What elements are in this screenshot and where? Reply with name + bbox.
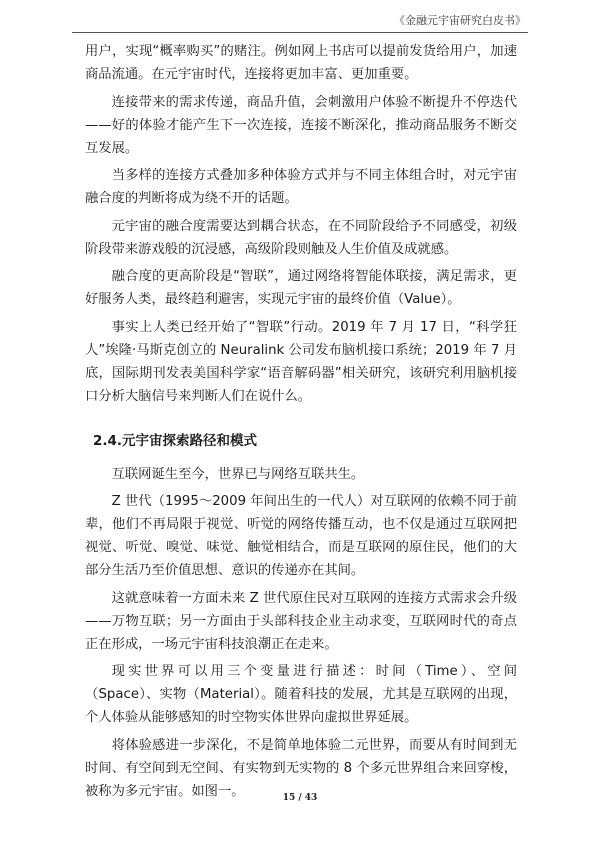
paragraph-continuation: 用户，实现“概率购买”的赌注。例如网上书店可以提前发货给用户，加速商品流通。在元宇宙时代，连接将更加丰富、更加重要。 — [85, 44, 517, 82]
page-content — [85, 40, 517, 807]
paragraph-iot: 这就意味着一方面未来 Z 世代原住民对互联网的连接方式需求会升级——万物互联；另一方面由于头部科技企业主动求变，互联网时代的奇点正在形成，一场元宇宙科技浪潮正在走来。 — [85, 590, 517, 652]
header-divider — [72, 32, 528, 33]
paragraph-internet-birth: 互联网诞生至今，世界已与网络互联共生。 — [111, 466, 365, 482]
section-heading: 2.4.元宇宙探索路径和模式 — [93, 432, 258, 449]
page-number: 15 / 43 — [282, 793, 318, 803]
paragraph-coupling-state: 元宇宙的融合度需要达到耦合状态，在不同阶段给予不同感受，初级阶段带来游戏般的沉浸感，高级阶段则触及人生价值及成就感。 — [85, 218, 517, 257]
paragraph-smart-link: 融合度的更高阶段是“智联”，通过网络将智能体联接，满足需求，更好服务人类，最终趋利避害，实现元宇宙的最终价值（Value）。 — [85, 269, 517, 307]
paragraph-neuralink: 事实上人类已经开始了“智联”行动。2019 年 7 月 17 日，“科学狂人”埃隆·马斯克创立的 Neuralink 公司发布脑机接口系统；2019 年 7 月底，国际期刊发表美国科学家“语音解码器”相关研究，该研究利用脑机接口分析大脑信号来判断人们在说什么。 — [85, 319, 517, 404]
document-header-title: 《金融元宇宙研究白皮书》 — [394, 14, 526, 27]
paragraph-multiverse: 将体验感进一步深化，不是简单地体验二元世界，而要从有时间到无时间、有空间到无空间、有实物到无实物的 8 个多元世界组合来回穿梭，被称为多元宇宙。如图一。 — [85, 737, 517, 799]
paragraph-three-variables: 现实世界可以用三个变量进行描述：时间（Time）、空间（Space）、实物（Material）。随着科技的发展，尤其是互联网的出现，个人体验从能够感知的时空物实体世界向虚拟世界延展。 — [85, 664, 517, 725]
paragraph-gen-z: Z 世代（1995～2009 年间出生的一代人）对互联网的依赖不同于前辈，他们不再局限于视觉、听觉的网络传播互动，也不仅是通过互联网把视觉、听觉、嗅觉、味觉、触觉相结合，而是互联网的原住民，他们的大部分生活乃至价值思想、意识的传递亦在其间。 — [85, 494, 517, 578]
paragraph-fusion-topic: 当多样的连接方式叠加多种体验方式并与不同主体组合时，对元宇宙融合度的判断将成为绕不开的话题。 — [85, 168, 517, 206]
paragraph-demand-transfer: 连接带来的需求传递，商品升值，会刺激用户体验不断提升不停迭代——好的体验才能产生下一次连接，连接不断深化，推动商品服务不断交互发展。 — [85, 94, 517, 156]
